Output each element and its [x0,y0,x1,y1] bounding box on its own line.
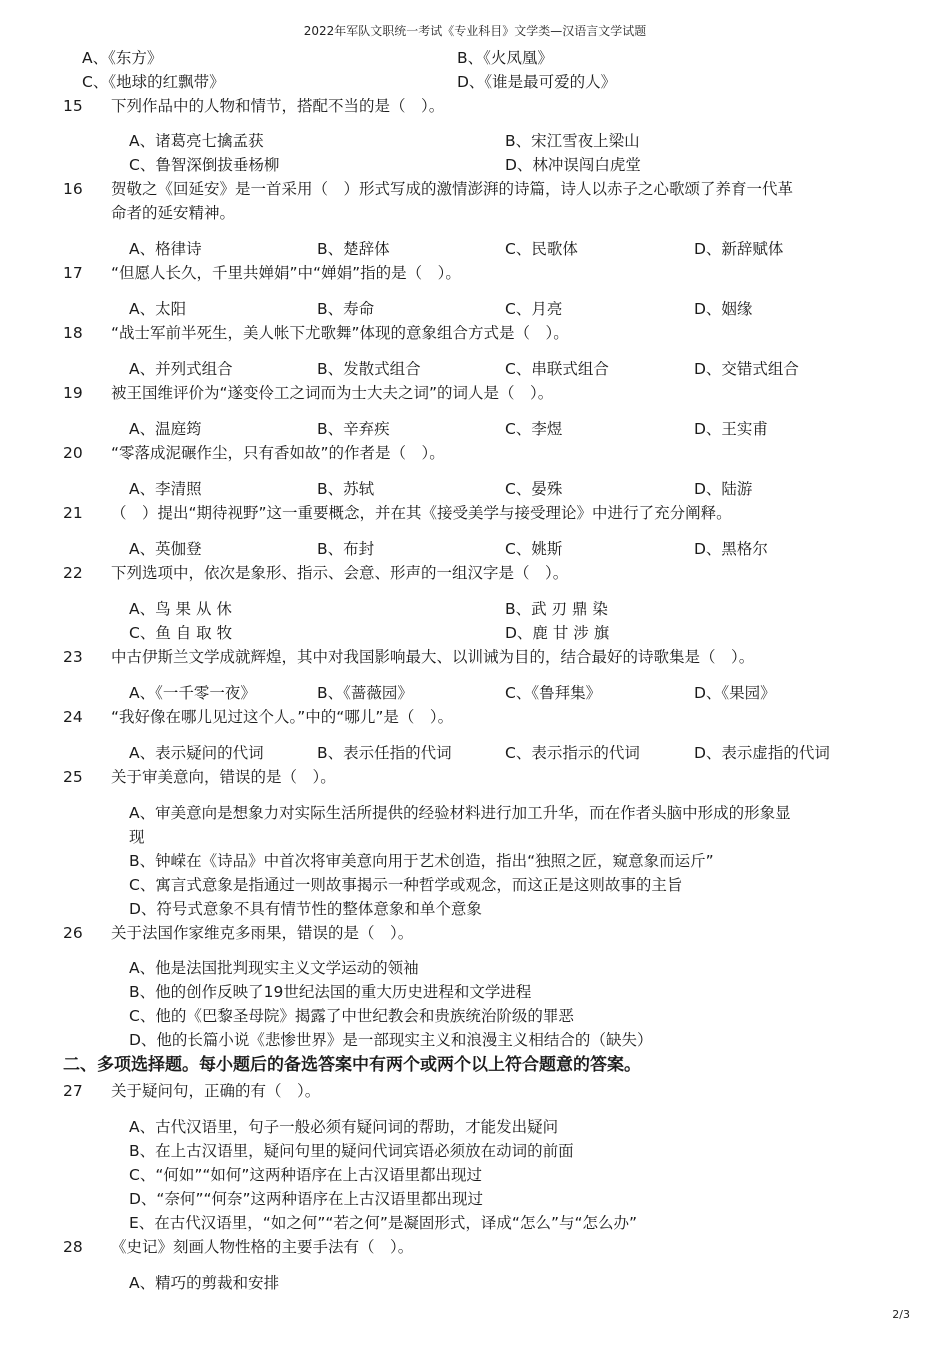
question-number: 21 [63,504,83,522]
option-text: D、交错式组合 [694,360,799,378]
option-text: D、“奈何”“何奈”这两种语序在上古汉语里都出现过 [129,1190,484,1208]
option-text: B、寿命 [317,300,375,318]
question-number: 23 [63,648,83,666]
option-text: B、在上古汉语里，疑问句里的疑问代词宾语必须放在动词的前面 [129,1142,574,1160]
option-text: A、表示疑问的代词 [129,744,264,762]
option-text: C、晏殊 [505,480,563,498]
question-stem: 中古伊斯兰文学成就辉煌，其中对我国影响最大、以训诫为目的，结合最好的诗歌集是（ ）。 [111,648,755,666]
option-text: D、王实甫 [694,420,768,438]
option-text: B、《蔷薇园》 [317,684,413,702]
question-stem: “我好像在哪儿见过这个人。”中的“哪儿”是（ ）。 [111,708,454,726]
section-title: 二、多项选择题。每小题后的备选答案中有两个或两个以上符合题意的答案。 [63,1055,641,1075]
option-text: D、表示虚指的代词 [694,744,830,762]
question-number: 22 [63,564,83,582]
question-stem: 关于疑问句，正确的有（ ）。 [111,1082,321,1100]
option-text: A、温庭筠 [129,420,202,438]
question-number: 25 [63,768,83,786]
option-text: D、陆游 [694,480,753,498]
question-stem: “零落成泥碾作尘，只有香如故”的作者是（ ）。 [111,444,445,462]
page-header: 2022年军队文职统一考试《专业科目》文学类—汉语言文学试题 [303,24,647,38]
option-text: C、表示指示的代词 [505,744,640,762]
option-text: A、古代汉语里，句子一般必须有疑问词的帮助，才能发出疑问 [129,1118,559,1136]
option-text: B、武 刃 鼎 染 [505,600,608,618]
option-text: B、表示任指的代词 [317,744,452,762]
option-text: B、辛弃疾 [317,420,390,438]
option-text: D、姻缘 [694,300,753,318]
option-text: C、鲁智深倒拔垂杨柳 [129,156,280,174]
option-text: A、审美意向是想象力对实际生活所提供的经验材料进行加工升华，而在作者头脑中形成的形象显 [129,804,791,822]
option-text: D、新辞赋体 [694,240,784,258]
option-text: A、《一千零一夜》 [129,684,256,702]
option-text: A、太阳 [129,300,187,318]
option-text: C、民歌体 [505,240,578,258]
option-text-continued: 现 [129,828,145,846]
option-text: D、林冲误闯白虎堂 [505,156,641,174]
question-number: 19 [63,384,83,402]
option-text: A、格律诗 [129,240,202,258]
question-number: 16 [63,180,83,198]
question-number: 26 [63,924,83,942]
option-text: E、在古代汉语里，“如之何”“若之何”是凝固形式，译成“怎么”与“怎么办” [129,1214,638,1232]
option-text: C、《鲁拜集》 [505,684,602,702]
question-number: 18 [63,324,83,342]
option-text: A、《东方》 [82,49,163,67]
option-text: B、他的创作反映了19世纪法国的重大历史进程和文学进程 [129,983,532,1001]
option-text: A、英伽登 [129,540,202,558]
question-stem: 《史记》刻画人物性格的主要手法有（ ）。 [111,1238,414,1256]
question-number: 24 [63,708,83,726]
question-stem-continued: 命者的延安精神。 [111,204,236,222]
question-number: 28 [63,1238,83,1256]
option-text: B、苏轼 [317,480,375,498]
option-text: B、钟嵘在《诗品》中首次将审美意向用于艺术创造，指出“独照之匠，窥意象而运斤” [129,852,714,870]
option-text: D、《谁是最可爱的人》 [457,73,617,91]
option-text: C、姚斯 [505,540,563,558]
option-text: A、并列式组合 [129,360,233,378]
option-text: D、符号式意象不具有情节性的整体意象和单个意象 [129,900,482,918]
option-text: A、李清照 [129,480,202,498]
question-stem: （ ）提出“期待视野”这一重要概念，并在其《接受美学与接受理论》中进行了充分阐释。 [111,504,732,522]
option-text: C、“何如”“如何”这两种语序在上古汉语里都出现过 [129,1166,482,1184]
option-text: B、楚辞体 [317,240,390,258]
question-number: 27 [63,1082,83,1100]
question-stem: 下列作品中的人物和情节，搭配不当的是（ ）。 [111,97,445,115]
option-text: C、串联式组合 [505,360,609,378]
option-text: C、他的《巴黎圣母院》揭露了中世纪教会和贵族统治阶级的罪恶 [129,1007,574,1025]
question-stem: 被王国维评价为“遂变伶工之词而为士大夫之词”的词人是（ ）。 [111,384,554,402]
option-text: A、诸葛亮七擒孟获 [129,132,264,150]
option-text: D、鹿 甘 涉 旗 [505,624,610,642]
option-text: C、鱼 自 取 牧 [129,624,233,642]
option-text: B、发散式组合 [317,360,421,378]
option-text: B、宋江雪夜上梁山 [505,132,640,150]
question-stem: 贺敬之《回延安》是一首采用（ ）形式写成的激情澎湃的诗篇，诗人以赤子之心歌颂了养育一代革 [111,180,794,198]
option-text: C、月亮 [505,300,563,318]
page-number: 2/3 [892,1308,910,1321]
question-number: 15 [63,97,83,115]
question-stem: 下列选项中，依次是象形、指示、会意、形声的一组汉字是（ ）。 [111,564,569,582]
option-text: B、布封 [317,540,375,558]
question-stem: 关于审美意向，错误的是（ ）。 [111,768,336,786]
option-text: A、精巧的剪裁和安排 [129,1274,280,1292]
question-stem: 关于法国作家维克多雨果，错误的是（ ）。 [111,924,414,942]
question-stem: “但愿人长久，千里共婵娟”中“婵娟”指的是（ ）。 [111,264,461,282]
option-text: C、《地球的红飘带》 [82,73,225,91]
option-text: C、李煜 [505,420,563,438]
option-text: B、《火凤凰》 [457,49,553,67]
option-text: A、他是法国批判现实主义文学运动的领袖 [129,959,419,977]
question-number: 20 [63,444,83,462]
option-text: C、寓言式意象是指通过一则故事揭示一种哲学或观念，而这正是这则故事的主旨 [129,876,683,894]
question-number: 17 [63,264,83,282]
option-text: D、《果园》 [694,684,776,702]
question-stem: “战士军前半死生，美人帐下尤歌舞”体现的意象组合方式是（ ）。 [111,324,569,342]
option-text: A、鸟 果 从 休 [129,600,232,618]
option-text: D、他的长篇小说《悲惨世界》是一部现实主义和浪漫主义相结合的（缺失） [129,1031,653,1049]
option-text: D、黑格尔 [694,540,768,558]
